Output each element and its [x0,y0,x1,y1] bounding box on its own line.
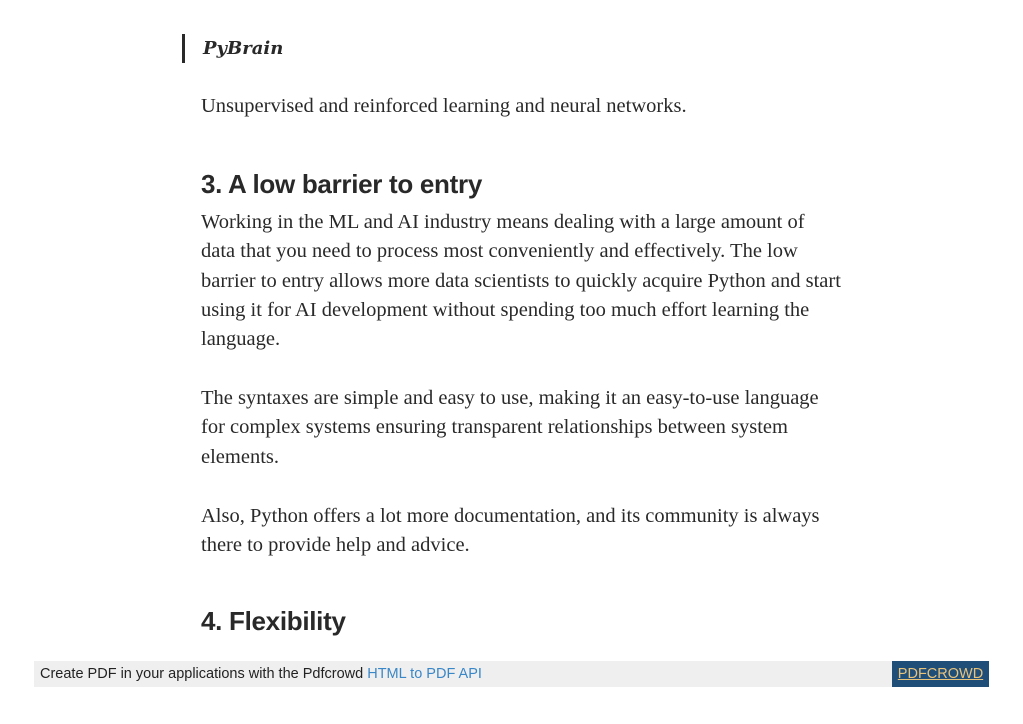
section-3-paragraph-3: Also, Python offers a lot more documentation, and its community is always there to provide help and advice. [201,505,820,557]
blockquote-title: PyBrain [203,38,284,59]
pdfcrowd-footer [34,661,989,687]
section-3-paragraph-1: Working in the ML and AI industry means dealing with a large amount of data that you need to process most conveniently and effectively. The low barrier to entry allows more data scientists to quickly acquire Python and start using it for AI development without spending too much effort learning the language. [201,211,841,351]
pybrain-description: Unsupervised and reinforced learning and neural networks. [201,95,687,117]
pybrain-blockquote [182,34,283,63]
section-3-heading: 3. A low barrier to entry [201,169,482,199]
section-3-paragraph-2: The syntaxes are simple and easy to use, making it an easy-to-use language for complex systems ensuring transparent relationships between system elements. [201,387,819,468]
pdfcrowd-brand-button[interactable]: PDFCROWD [892,661,989,687]
footer-text [40,661,482,687]
footer-caption: Create PDF in your applications with the Pdfcrowd [40,666,368,682]
section-4-heading: 4. Flexibility [201,606,346,636]
html-to-pdf-api-link[interactable]: HTML to PDF API [367,666,482,682]
